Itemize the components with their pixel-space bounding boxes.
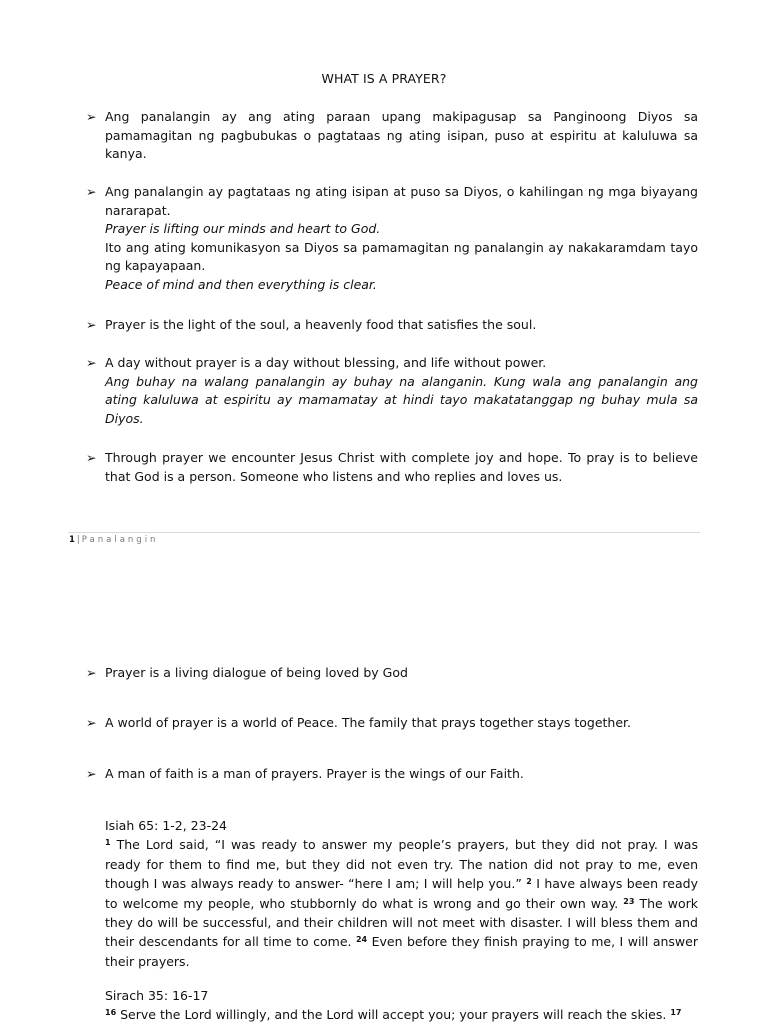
footer-separator: | [76, 535, 80, 545]
verse-text: The work they do will be successful, and their children will not meet with disaster. I will bless them and their descendants for all time to come. [105, 895, 698, 950]
scripture-passage [105, 816, 698, 971]
arrow-bullet-icon: ➢ [86, 317, 97, 332]
arrow-bullet-icon: ➢ [86, 665, 97, 680]
bullet-text: Ito ang ating komunikasyon sa Diyos sa pamamagitan ng panalangin ay nakakaramdam tayo ng kapayapaan. [105, 239, 698, 274]
scripture-reference: Sirach 35: 16-17 [105, 988, 209, 1003]
bullet-translation: Prayer is lifting our minds and heart to God. [105, 221, 381, 237]
bullet-text: A day without prayer is a day without blessing, and life without power. [105, 355, 547, 370]
bullet-item [86, 183, 698, 295]
bullet-text: A world of prayer is a world of Peace. The family that prays together stays together. [105, 715, 631, 730]
bullet-text: Prayer is a living dialogue of being loved by God [105, 665, 408, 680]
bullet-item [86, 449, 698, 486]
bullet-item [86, 316, 698, 335]
verse-text: I have always been ready to welcome my people, who stubbornly do what is wrong and go their own way. [105, 876, 698, 911]
bullet-item [86, 354, 698, 428]
page-title: WHAT IS A PRAYER? [321, 71, 447, 86]
verse-number: 1 [105, 838, 111, 848]
arrow-bullet-icon: ➢ [86, 355, 97, 370]
scripture-passage [105, 986, 698, 1025]
bullet-text: Prayer is the light of the soul, a heavenly food that satisfies the soul. [105, 317, 537, 332]
bullet-translation: Peace of mind and then everything is clear. [105, 276, 377, 292]
scripture-reference: Isiah 65: 1-2, 23-24 [105, 818, 228, 833]
bullet-text: Ang panalangin ay ang ating paraan upang makipagusap sa Panginoong Diyos sa pamamagitan ng pagbubukas o pagtataas ng ating isipan, puso at espiritu at kaluluwa sa kanya. [105, 109, 698, 162]
footer-divider [68, 532, 700, 533]
page-footer [69, 535, 158, 545]
page-number: 1 [69, 535, 75, 545]
verse-text: Even before they finish praying to me, I will answer their prayers. [105, 934, 698, 969]
bullet-text: Through prayer we encounter Jesus Christ with complete joy and hope. To pray is to believe that God is a person. Someone who listens and who replies and loves us. [105, 450, 698, 484]
arrow-bullet-icon: ➢ [86, 109, 97, 124]
bullet-translation: Ang buhay na walang panalangin ay buhay na alanganin. Kung wala ang panalangin ang ating kaluluwa at espiritu ay mamamatay at hindi tayo makatatanggap ng buhay mula sa Diyos. [105, 373, 698, 426]
arrow-bullet-icon: ➢ [86, 450, 97, 465]
arrow-bullet-icon: ➢ [86, 715, 97, 730]
footer-word: Panalangin [81, 535, 159, 545]
bullet-text: A man of faith is a man of prayers. Prayer is the wings of our Faith. [105, 766, 524, 781]
bullet-item [86, 108, 698, 164]
arrow-bullet-icon: ➢ [86, 184, 97, 199]
verse-number: 16 [105, 1008, 117, 1018]
verse-number: 2 [526, 877, 532, 887]
bullet-item [86, 765, 698, 784]
arrow-bullet-icon: ➢ [86, 766, 97, 781]
verse-number: 17 [670, 1008, 682, 1018]
verse-text: The Lord said, “I was ready to answer my people’s prayers, but they did not pray. I was ready for them to find me, but they did not even try. The nation did not pray to me, even though I was always ready to answer- “here I am; I will help you.” [105, 837, 698, 892]
verse-number: 23 [623, 896, 635, 906]
verse-text: Serve the Lord willingly, and the Lord will accept you; your prayers will reach the skies. [120, 1007, 667, 1023]
verse-number: 24 [355, 935, 368, 945]
bullet-text: Ang panalangin ay pagtataas ng ating isipan at puso sa Diyos, o kahilingan ng mga biyayang nararapat. [105, 184, 698, 218]
scripture-text [105, 1005, 698, 1024]
bullet-item [86, 664, 698, 683]
bullet-item [86, 714, 698, 733]
scripture-text [105, 835, 698, 971]
